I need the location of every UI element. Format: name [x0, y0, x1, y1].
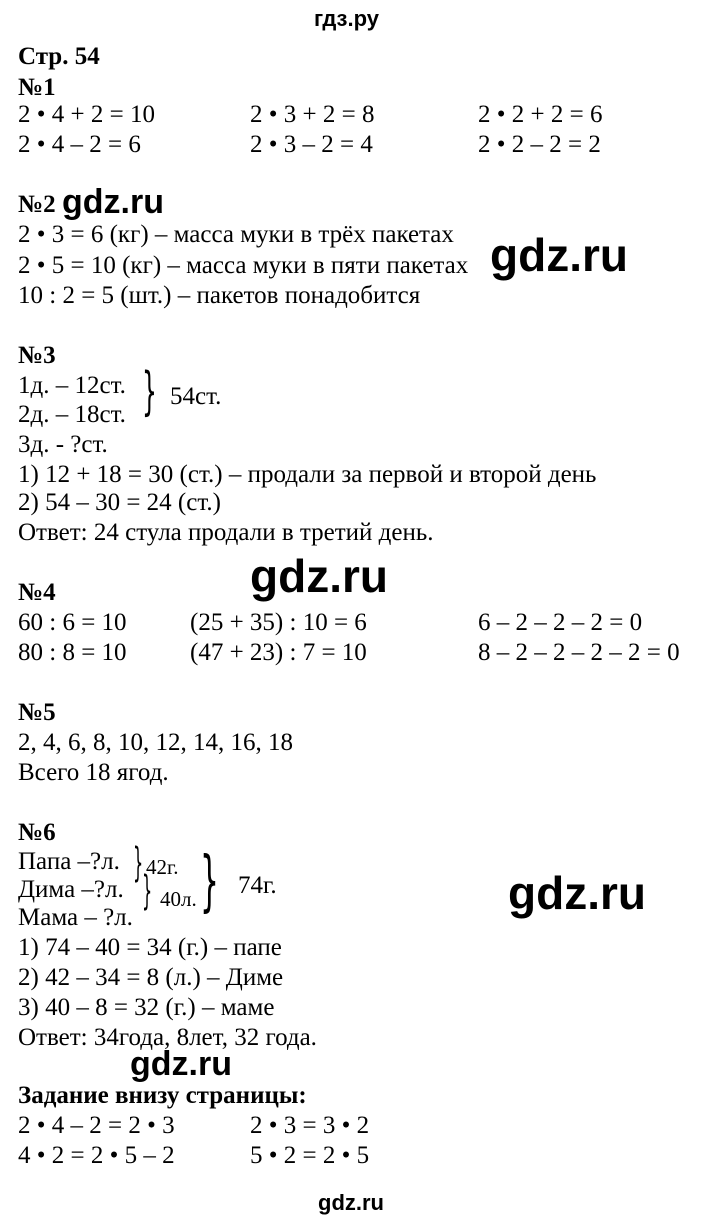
watermark: gdz.ru [130, 1045, 232, 1083]
task3-given: 3д. - ?ст. [18, 431, 108, 458]
task1-expr: 2 • 2 – 2 = 2 [478, 131, 601, 158]
task6-title: №6 [18, 819, 56, 846]
bottom-task-expr: 4 • 2 = 2 • 5 – 2 [18, 1142, 175, 1169]
task1-title: №1 [18, 74, 56, 101]
task3-total: 54ст. [170, 383, 222, 410]
bottom-task-expr: 5 • 2 = 2 • 5 [250, 1142, 370, 1169]
task2-line: 2 • 3 = 6 (кг) – масса муки в трёх пакетах [18, 221, 454, 248]
brace-icon: } [142, 868, 153, 914]
task3-given: 2д. – 18ст. [18, 401, 126, 428]
task6-brace-label: 40л. [160, 887, 197, 911]
task4-expr: 60 : 6 = 10 [18, 609, 127, 636]
task1-expr: 2 • 3 + 2 = 8 [250, 101, 375, 128]
bottom-task-expr: 2 • 4 – 2 = 2 • 3 [18, 1112, 175, 1139]
task6-given: Дима –?л. [18, 876, 124, 903]
task2-line: 2 • 5 = 10 (кг) – масса муки в пяти пакетах [18, 252, 469, 279]
task5-answer: Всего 18 ягод. [18, 759, 169, 786]
task3-given: 1д. – 12ст. [18, 372, 126, 399]
brace-icon: } [200, 842, 219, 919]
task6-given: Мама – ?л. [18, 904, 133, 931]
bottom-task-title: Задание внизу страницы: [18, 1082, 307, 1109]
task4-expr: 8 – 2 – 2 – 2 – 2 = 0 [478, 639, 680, 666]
bottom-task-expr: 2 • 3 = 3 • 2 [250, 1112, 370, 1139]
task6-line: 2) 42 – 34 = 8 (л.) – Диме [18, 964, 284, 991]
task6-line: 1) 74 – 40 = 34 (г.) – папе [18, 934, 282, 961]
brace-icon: } [142, 362, 157, 422]
task3-line: 1) 12 + 18 = 30 (ст.) – продали за первой и второй день [18, 461, 597, 488]
task1-expr: 2 • 4 + 2 = 10 [18, 101, 155, 128]
watermark: gdz.ru [490, 229, 628, 281]
task5-line: 2, 4, 6, 8, 10, 12, 14, 16, 18 [18, 729, 293, 756]
task3-answer: Ответ: 24 стула продали в третий день. [18, 519, 434, 546]
task3-title: №3 [18, 342, 56, 369]
task1-expr: 2 • 4 – 2 = 6 [18, 131, 141, 158]
watermark: gdz.ru [62, 183, 164, 221]
task1-expr: 2 • 3 – 2 = 4 [250, 131, 373, 158]
task6-total: 74г. [238, 872, 277, 899]
page-title: Стр. 54 [18, 43, 100, 70]
task6-given: Папа –?л. [18, 848, 120, 875]
task4-expr: (25 + 35) : 10 = 6 [190, 609, 367, 636]
task4-expr: 6 – 2 – 2 – 2 = 0 [478, 609, 643, 636]
task3-line: 2) 54 – 30 = 24 (ст.) [18, 489, 221, 516]
watermark: gdz.ru [318, 1190, 384, 1215]
task1-expr: 2 • 2 + 2 = 6 [478, 101, 603, 128]
watermark: gdz.ru [508, 867, 646, 919]
task6-line: 3) 40 – 8 = 32 (г.) – маме [18, 994, 275, 1021]
task4-expr: 80 : 8 = 10 [18, 639, 127, 666]
task6-brace-label: 42г. [146, 855, 179, 879]
task6-answer: Ответ: 34года, 8лет, 32 года. [18, 1024, 317, 1051]
brace-icon: } [133, 840, 144, 886]
watermark: gdz.ru [250, 550, 388, 602]
task2-line: 10 : 2 = 5 (шт.) – пакетов понадобится [18, 282, 421, 309]
site-header: гдз.ру [314, 6, 379, 31]
task4-expr: (47 + 23) : 7 = 10 [190, 639, 367, 666]
task5-title: №5 [18, 699, 56, 726]
task2-title: №2 [18, 191, 56, 218]
task4-title: №4 [18, 579, 56, 606]
